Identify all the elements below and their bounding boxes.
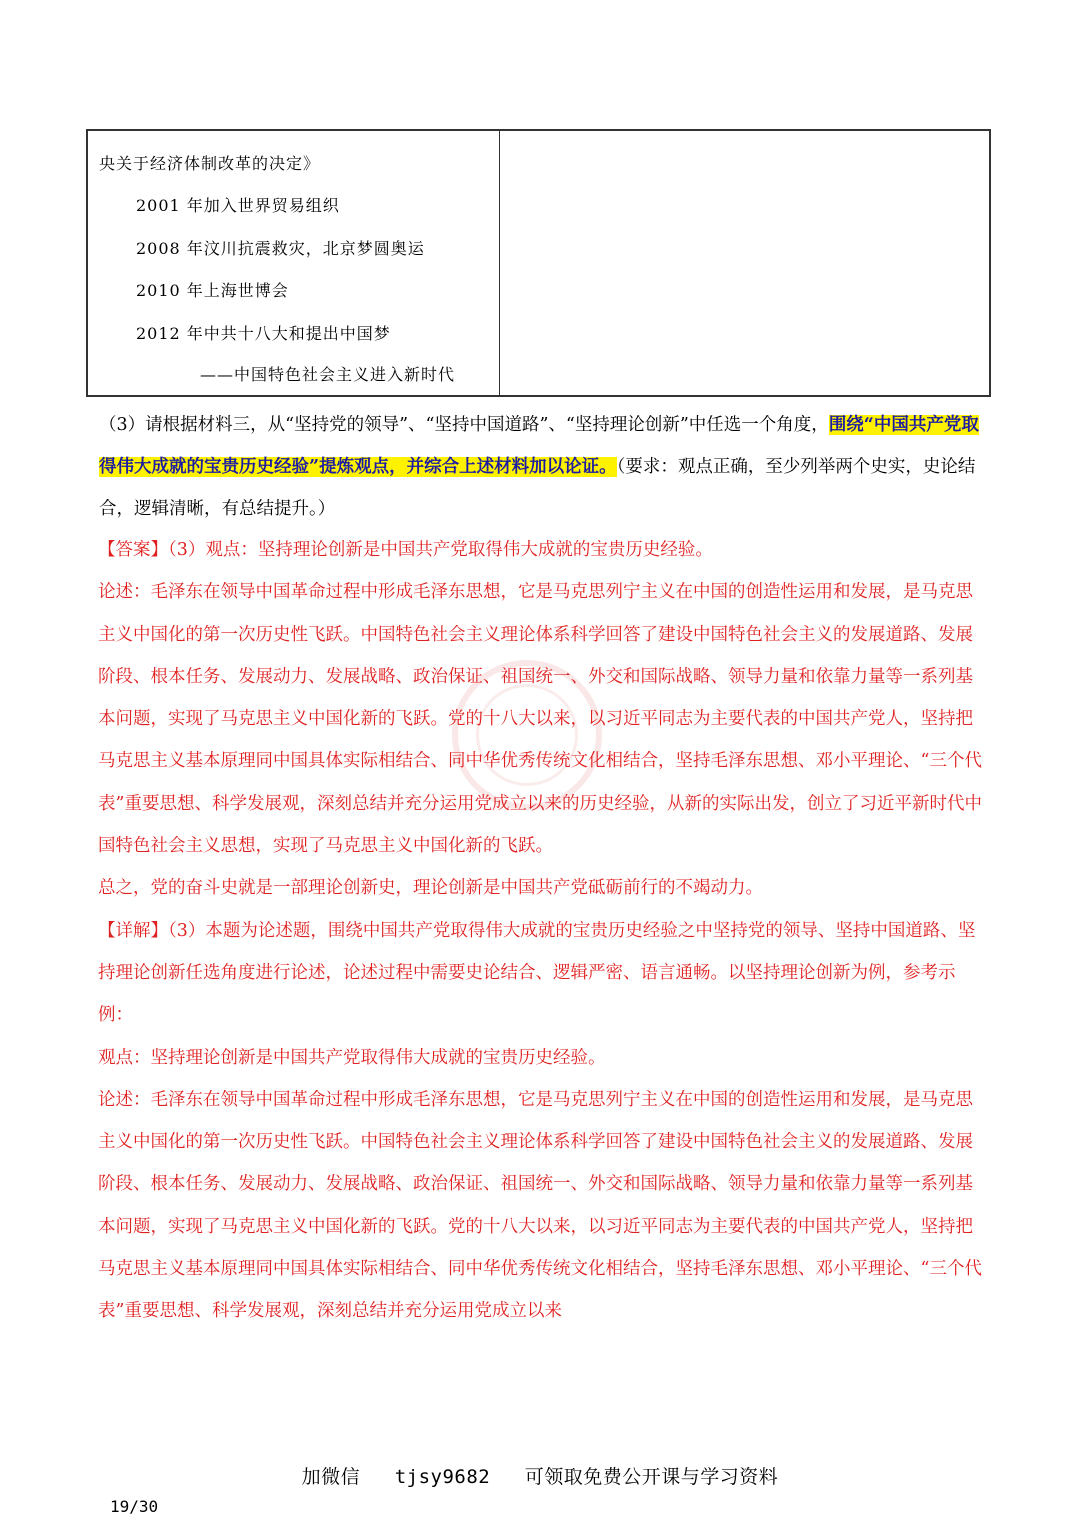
page-number: 19/30 [110,1497,159,1516]
answer-viewpoint: （3）观点：坚持理论创新是中国共产党取得伟大成就的宝贵历史经验。 [168,540,713,560]
question-requirements: （要求：观点正确，至少列举两个史实，史论结合，逻辑清晰，有总结提升。） [99,457,976,519]
footer-promo-text: 可领取免费公开课与学习资料 [524,1466,779,1488]
table-line: ——中国特色社会主义进入新时代 [200,365,456,384]
answer-section [98,529,988,1333]
footer-promo [0,1462,1080,1489]
answer-conclusion: 总之，党的奋斗史就是一部理论创新史，理论创新是中国共产党砥砺前行的不竭动力。 [98,878,763,899]
detail-intro: （3）本题为论述题，围绕中国共产党取得伟大成就的宝贵历史经验之中坚持党的领导、坚持中国道路、坚持理论创新任选角度进行论述，论述过程中需要史论结合、逻辑严密、语言通畅。以坚持理论创新为例，参考示例： [98,920,976,1026]
detail-argument: 论述：毛泽东在领导中国革命过程中形成毛泽东思想，它是马克思列宁主义在中国的创造性运用和发展，是马克思主义中国化的第一次历史性飞跃。中国特色社会主义理论体系科学回答了建设中国特色社会主义的发展道路、发展阶段、根本任务、发展动力、发展战略、政治保证、祖国统一、外交和国际战略、领导力量和依靠力量等一系列基本问题，实现了马克思主义中国化新的飞跃。党的十八大以来，以习近平同志为主要代表的中国共产党人，坚持把马克思主义基本原理同中国具体实际相结合、同中华优秀传统文化相结合，坚持毛泽东思想、邓小平理论、“三个代表”重要思想、科学发展观，深刻总结并充分运用党成立以来 [98,1089,982,1322]
question-highlight: 围绕“中国共产党取得伟大成就的宝贵历史经验”提炼观点，并综合上述材料加以论证。 [99,415,979,477]
footer-wechat-label: 加微信 [301,1466,361,1488]
answer-label: 【答案】 [98,540,168,560]
answer-argument: 论述：毛泽东在领导中国革命过程中形成毛泽东思想，它是马克思列宁主义在中国的创造性运用和发展，是马克思主义中国化的第一次历史性飞跃。中国特色社会主义理论体系科学回答了建设中国特色社会主义的发展道路、发展阶段、根本任务、发展动力、发展战略、政治保证、祖国统一、外交和国际战略、领导力量和依靠力量等一系列基本问题，实现了马克思主义中国化新的飞跃。党的十八大以来，以习近平同志为主要代表的中国共产党人，坚持把马克思主义基本原理同中国具体实际相结合、同中华优秀传统文化相结合，坚持毛泽东思想、邓小平理论、“三个代表”重要思想、科学发展观，深刻总结并充分运用党成立以来的历史经验，从新的实际出发，创立了习近平新时代中国特色社会主义思想，实现了马克思主义中国化新的飞跃。 [98,582,982,857]
table-line: 2010 年上海世博会 [136,281,289,300]
table-line: 2008 年汶川抗震救灾，北京梦圆奥运 [136,239,425,258]
table-line: 2012 年中共十八大和提出中国梦 [136,324,391,343]
material-table [86,129,991,397]
question-prefix: （3）请根据材料三，从“坚持党的领导”、“坚持中国道路”、“坚持理论创新”中任选一个角度， [99,415,829,435]
question-3 [99,404,989,530]
table-line: 央关于经济体制改革的决定》 [99,154,321,173]
detail-viewpoint: 观点：坚持理论创新是中国共产党取得伟大成就的宝贵历史经验。 [98,1047,606,1068]
table-column-divider [499,131,500,395]
table-line: 2001 年加入世界贸易组织 [136,196,340,215]
detail-label: 【详解】 [98,920,168,941]
footer-wechat-id: tjsy9682 [394,1466,491,1488]
